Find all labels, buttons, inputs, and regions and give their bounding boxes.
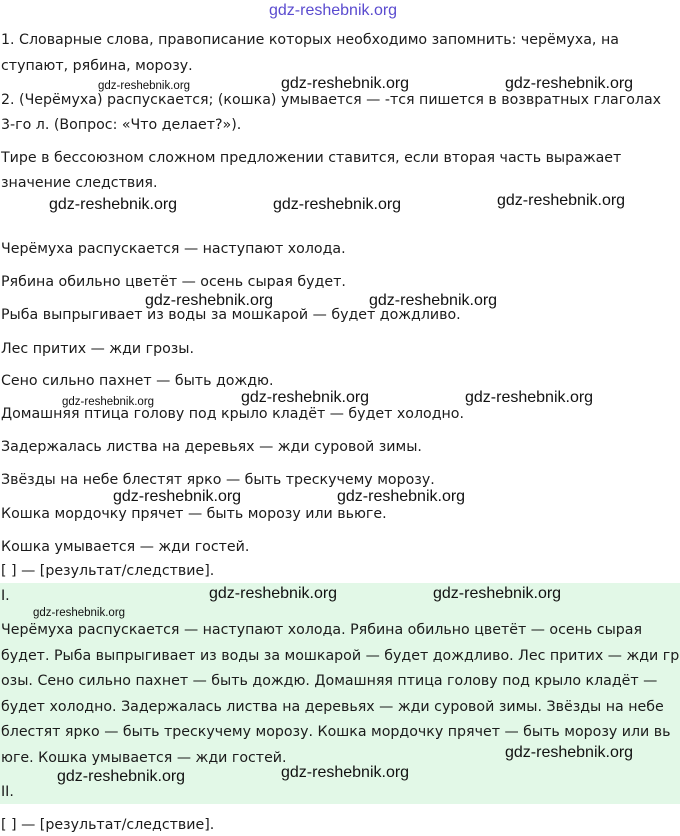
watermark: gdz-reshebnik.org: [33, 607, 126, 619]
text-line: Сено сильно пахнет — быть дождю.: [1, 373, 274, 389]
section-label: II.: [1, 784, 14, 800]
text-line: будет холодно. Задержалась листва на деревьях — жди суровой зимы. Звёзды на небе: [1, 699, 664, 715]
watermark: gdz-reshebnik.org: [273, 196, 402, 213]
watermark: gdz-reshebnik.org: [57, 768, 186, 785]
text-line: 3-го л. (Вопрос: «Что делает?»).: [1, 117, 242, 133]
section-label: I.: [1, 588, 10, 604]
watermark: gdz-reshebnik.org: [62, 396, 155, 408]
text-line: будет. Рыба выпрыгивает из воды за мошкарой — будет дождливо. Лес притих — жди гр: [1, 648, 680, 664]
text-line: Кошка умывается — жди гостей.: [1, 539, 250, 555]
text-line: Черёмуха распускается — наступают холода.: [1, 241, 346, 257]
text-line: Домашняя птица голову под крыло кладёт — будет холодно.: [1, 406, 464, 422]
watermark: gdz-reshebnik.org: [497, 192, 626, 209]
text-line: 2. (Черёмуха) распускается; (кошка) умывается — -тся пишется в возвратных глаголах: [1, 92, 662, 108]
text-line: [ ] — [результат/следствие].: [1, 563, 215, 579]
watermark-top: gdz-reshebnik.org: [269, 2, 398, 19]
watermark: gdz-reshebnik.org: [281, 764, 410, 781]
text-line: значение следствия.: [1, 175, 158, 191]
text-line: юге. Кошка умывается — жди гостей.: [1, 750, 287, 766]
text-line: Рыба выпрыгивает из воды за мошкарой — будет дождливо.: [1, 307, 461, 323]
watermark: gdz-reshebnik.org: [209, 585, 338, 602]
text-line: озы. Сено сильно пахнет — быть дождю. Домашняя птица голову под крыло кладёт —: [1, 673, 658, 689]
watermark: gdz-reshebnik.org: [465, 389, 594, 406]
text-line: Кошка мордочку прячет — быть морозу или вьюге.: [1, 506, 387, 522]
text-line: Задержалась листва на деревьях — жди суровой зимы.: [1, 439, 422, 455]
watermark: gdz-reshebnik.org: [281, 75, 410, 92]
text-line: блестят ярко — быть трескучему морозу. Кошка мордочку прячет — быть морозу или вь: [1, 724, 671, 740]
watermark: gdz-reshebnik.org: [98, 80, 191, 92]
watermark: gdz-reshebnik.org: [369, 292, 498, 309]
watermark: gdz-reshebnik.org: [433, 585, 562, 602]
text-line: Тире в бессоюзном сложном предложении ставится, если вторая часть выражает: [1, 150, 622, 166]
watermark: gdz-reshebnik.org: [49, 196, 178, 213]
text-line: Черёмуха распускается — наступают холода. Рябина обильно цветёт — осень сырая: [1, 622, 643, 638]
watermark: gdz-reshebnik.org: [505, 744, 634, 761]
text-line: [ ] — [результат/следствие].: [1, 817, 215, 833]
watermark: gdz-reshebnik.org: [505, 75, 634, 92]
text-line: Лес притих — жди грозы.: [1, 341, 195, 357]
watermark: gdz-reshebnik.org: [241, 389, 370, 406]
text-line: Рябина обильно цветёт — осень сырая будет.: [1, 274, 346, 290]
watermark: gdz-reshebnik.org: [145, 292, 274, 309]
text-line: 1. Словарные слова, правописание которых необходимо запомнить: черёмуха, на: [1, 32, 619, 48]
text-line: ступают, рябина, морозу.: [1, 58, 193, 74]
watermark: gdz-reshebnik.org: [337, 488, 466, 505]
text-line: Звёзды на небе блестят ярко — быть трескучему морозу.: [1, 472, 435, 488]
watermark: gdz-reshebnik.org: [113, 488, 242, 505]
